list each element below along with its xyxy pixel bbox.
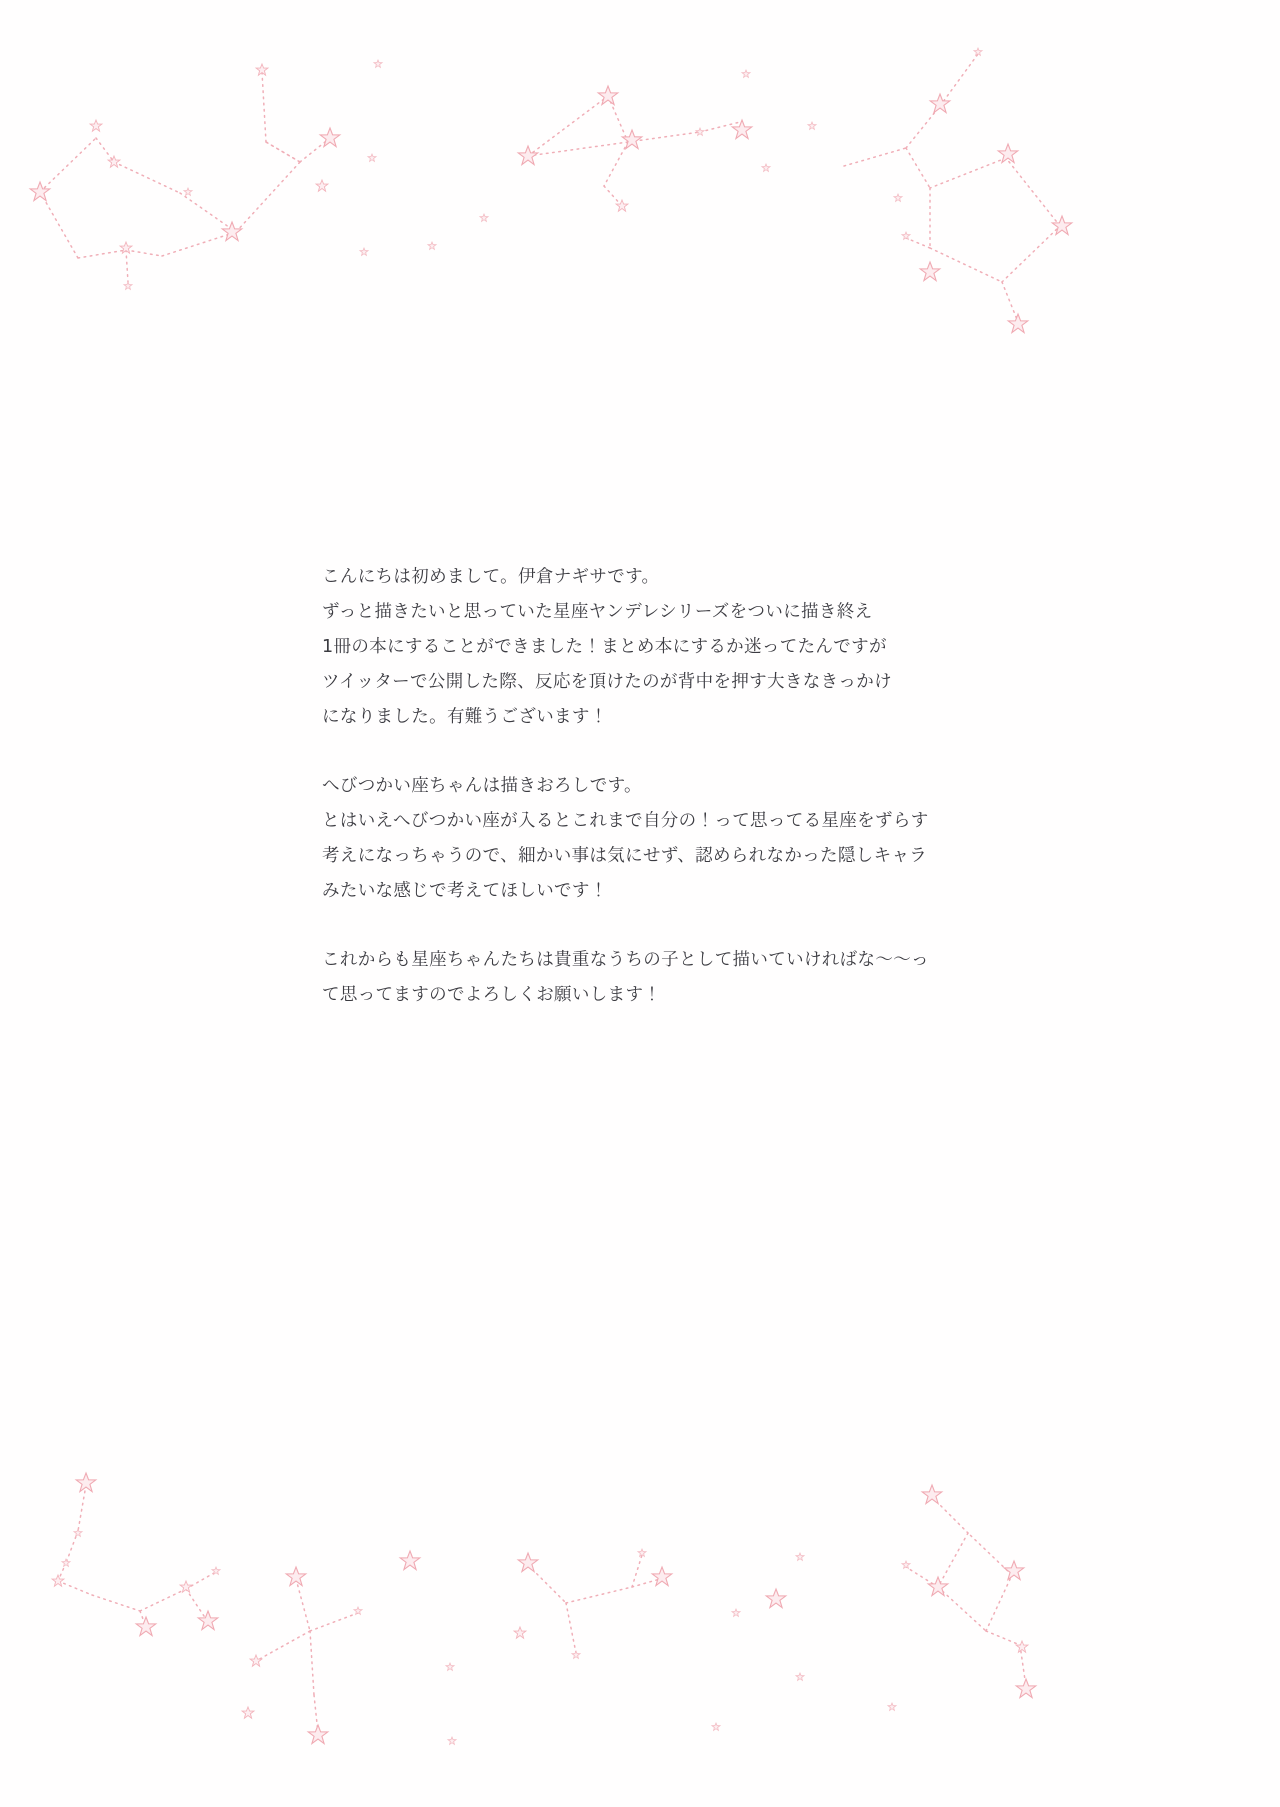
paragraph-intro (322, 560, 1062, 735)
text-line: これからも星座ちゃんたちは貴重なうちの子として描いていければな〜〜っ (322, 950, 929, 970)
text-line: 考えになっちゃうので、細かい事は気にせず、認められなかった隠しキャラ (322, 846, 928, 866)
text-line: へびつかい座ちゃんは描きおろしです。 (322, 776, 642, 796)
text-line: とはいえへびつかい座が入るとこれまで自分の！って思ってる星座をずらす (322, 811, 929, 831)
constellation-star-pattern-top (0, 10, 1280, 370)
afterword-text-block (322, 560, 1062, 1013)
paragraph-ophiuchus (322, 769, 1062, 909)
text-line: 1冊の本にすることができました！まとめ本にするか迷ってたんですが (322, 637, 887, 657)
constellation-star-pattern-bottom (0, 1455, 1280, 1785)
text-line: みたいな感じで考えてほしいです！ (322, 881, 608, 901)
text-line: こんにちは初めまして。伊倉ナギサです。 (322, 567, 660, 587)
paragraph-closing (322, 943, 1062, 1013)
text-line: て思ってますのでよろしくお願いします！ (322, 985, 662, 1005)
text-line: ずっと描きたいと思っていた星座ヤンデレシリーズをついに描き終え (322, 602, 873, 622)
text-line: になりました。有難うございます！ (322, 707, 608, 727)
text-line: ツイッターで公開した際、反応を頂けたのが背中を押す大きなきっかけ (322, 672, 892, 692)
